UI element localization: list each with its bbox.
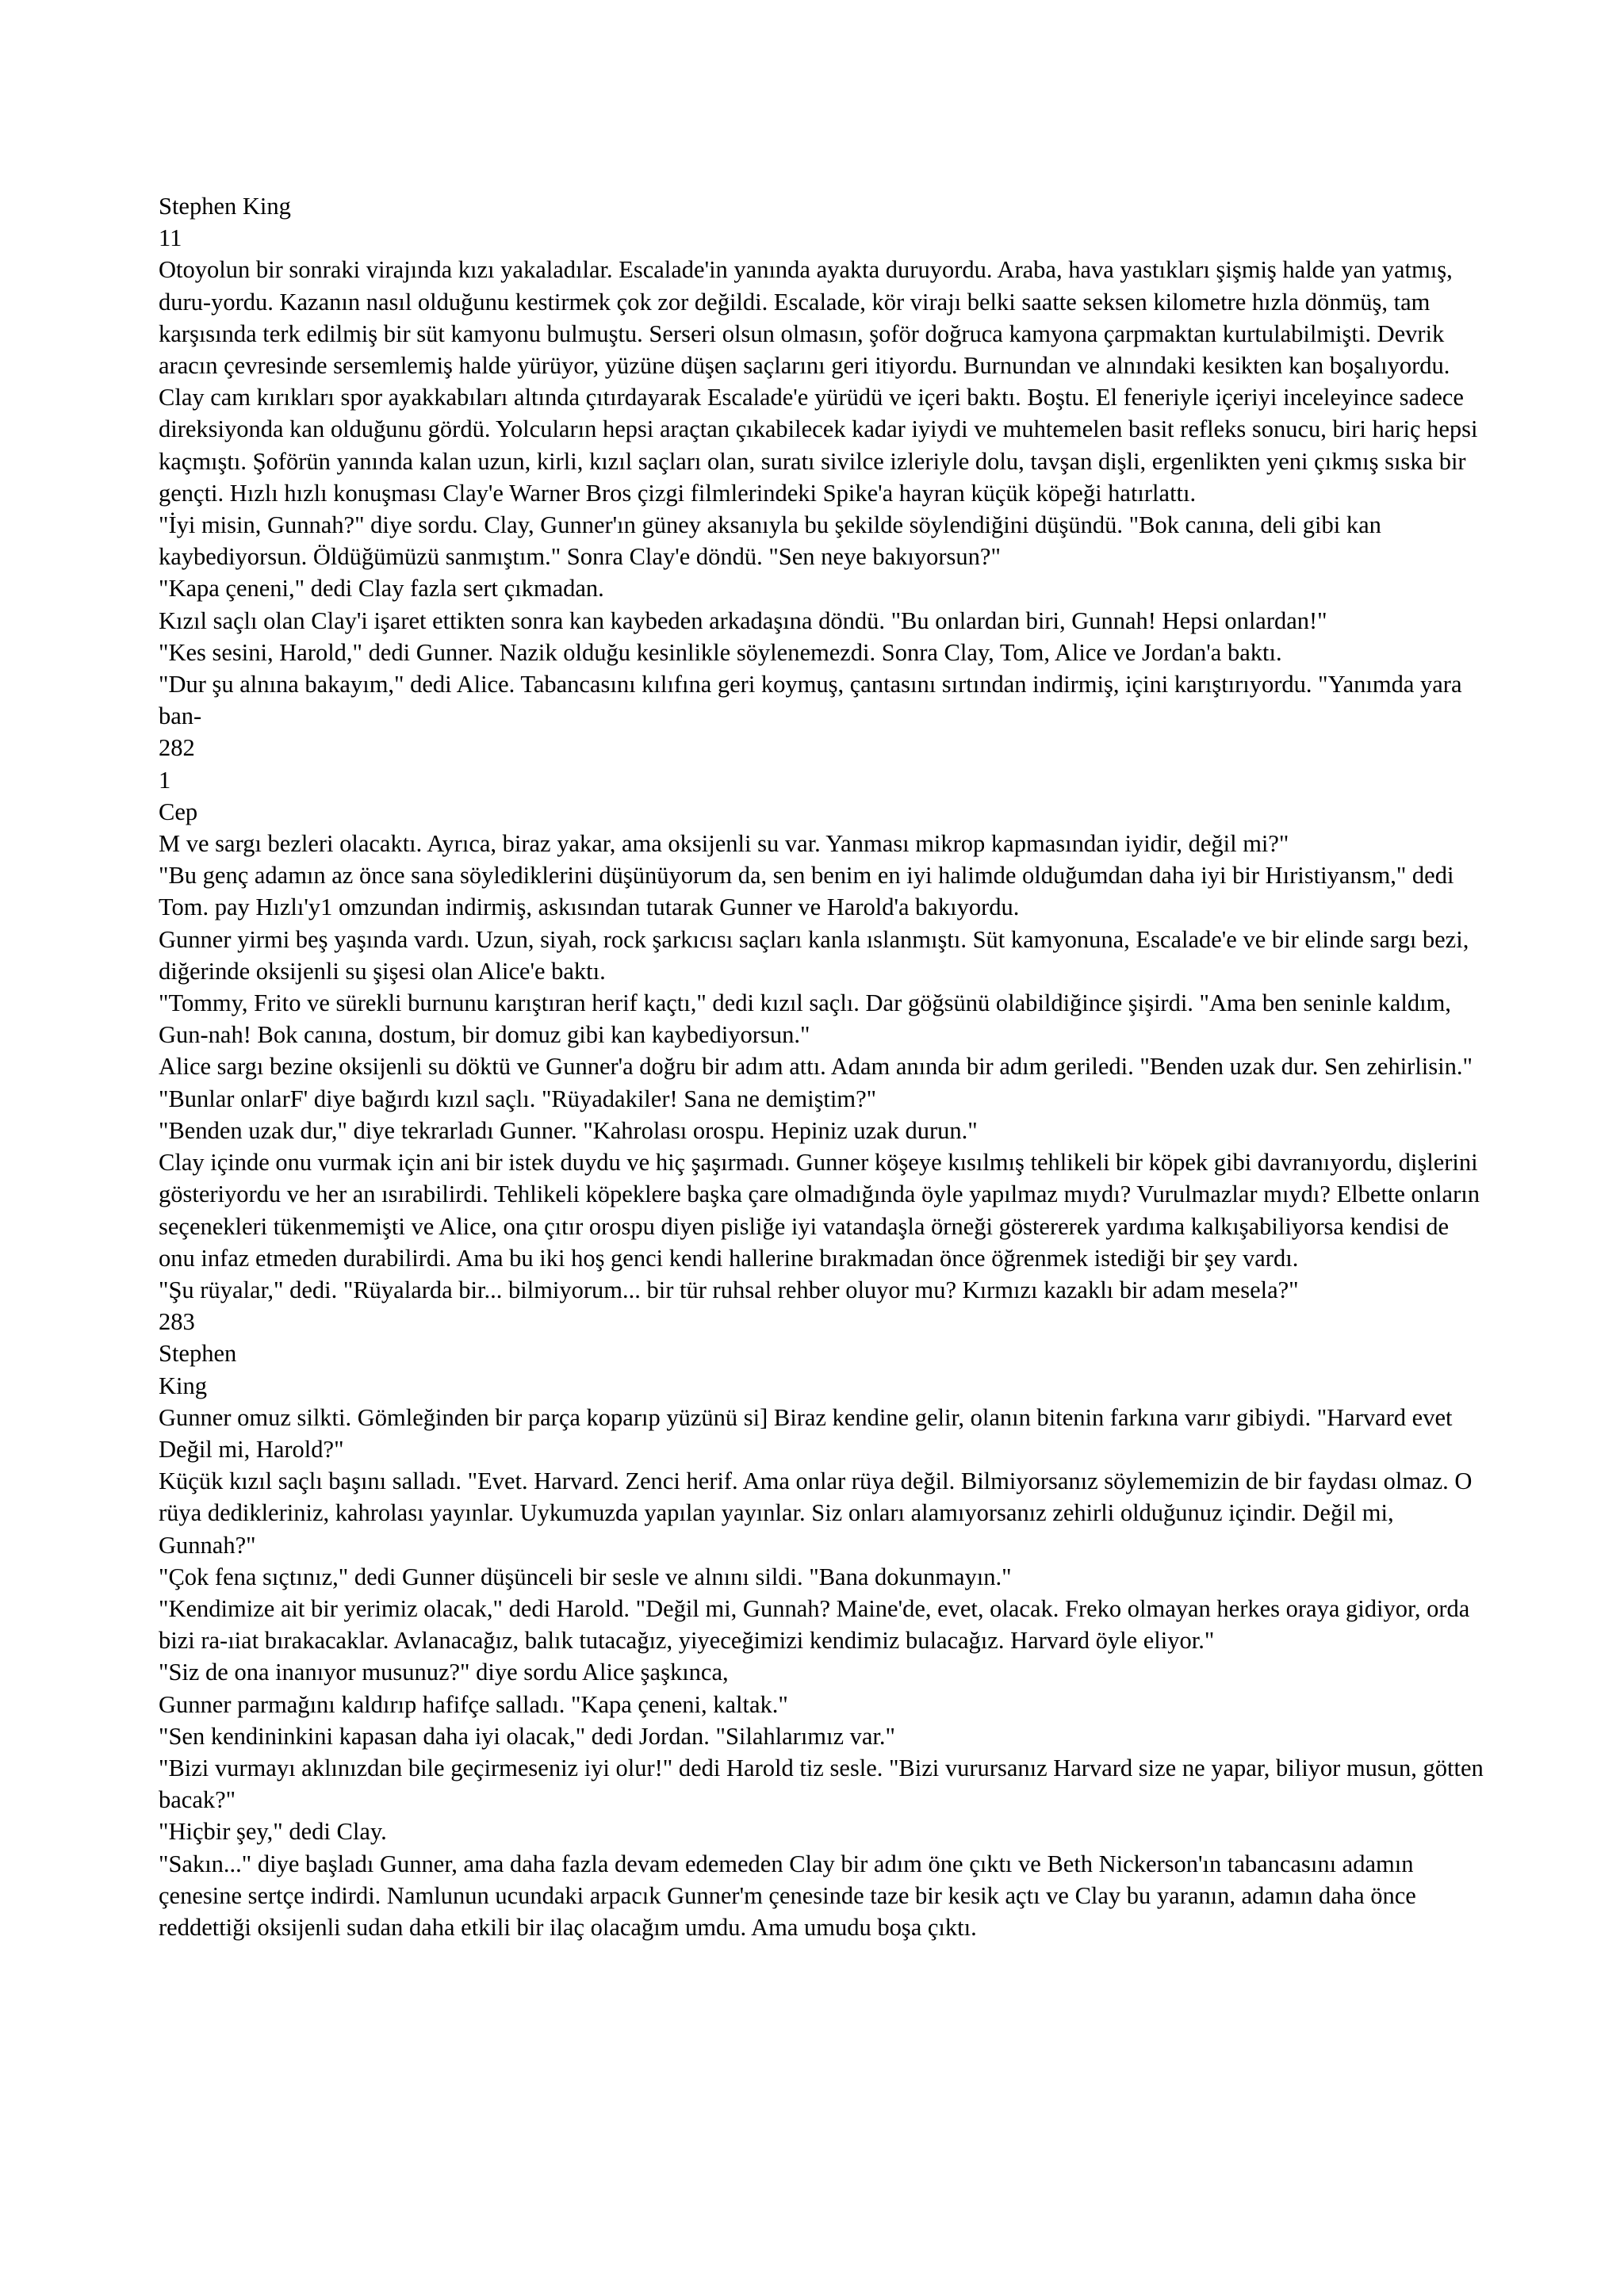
- paragraph: "Tommy, Frito ve sürekli burnunu karıştıran herif kaçtı," dedi kızıl saçlı. Dar göğsünü olabildiğince şişirdi. "Ama ben seninle kaldım, Gun-nah! Bok canına, dostum, bir domuz gibi kan kaybediyorsun.": [159, 989, 1451, 1049]
- paragraph: "Kendimize ait bir yerimiz olacak," dedi Harold. "Değil mi, Gunnah? Maine'de, evet, olacak. Freko olmayan herkes oraya gidiyor, orda bizi ra-ıiat bırakacaklar. Avlanacağız, balık tutacağız, yiyeceğimizi kendimiz bulacağız. Harvard öyle eliyor.": [159, 1594, 1470, 1655]
- paragraph: "Hiçbir şey," dedi Clay.: [159, 1818, 387, 1846]
- paragraph: Alice sargı bezine oksijenli su döktü ve Gunner'a doğru bir adım attı. Adam anında bir adım geriledi. "Benden uzak dur. Sen zehirlisin.": [159, 1053, 1473, 1081]
- paragraph: "Kapa çeneni," dedi Clay fazla sert çıkmadan.: [159, 575, 604, 603]
- page-number: 282: [159, 734, 195, 762]
- paragraph: Küçük kızıl saçlı başını salladı. "Evet. Harvard. Zenci herif. Ama onlar rüya değil. Bilmiyorsanız söylememizin de bir faydası olmaz. O rüya dedikleriniz, kahrolası yayınlar. Uykumuzda yapılan yayınlar. Siz onları alamıyorsanız zehirli olduğunuz içindir. Değil mi, Gunnah?": [159, 1468, 1473, 1559]
- paragraph: Clay içinde onu vurmak için ani bir istek duydu ve hiç şaşırmadı. Gunner köşeye kısılmış tehlikeli bir köpek gibi davranıyordu, dişlerini gösteriyordu ve her an ısırabilirdi. Tehlikeli köpeklere başka çare olmadığında öyle yapılmaz mıydı? Vurulmazlar mıydı? Elbette onların seçenekleri tükenmemişti ve Alice, ona çıtır orospu diyen pisliğe iyi vatandaşla örneği göstererek yardıma kalkışabiliyorsa kendisi de onu infaz etmeden durabilirdi. Ama bu iki hoş genci kendi hallerine bırakmadan önce öğrenmek istediği bir şey vardı.: [159, 1149, 1480, 1272]
- paragraph: Gunner yirmi beş yaşında vardı. Uzun, siyah, rock şarkıcısı saçları kanla ıslanmıştı. Süt kamyonuna, Escalade'e ve bir elinde sargı bezi, diğerinde oksijenli su şişesi olan Alice'e baktı.: [159, 925, 1469, 985]
- paragraph: Otoyolun bir sonraki virajında kızı yakaladılar. Escalade'in yanında ayakta duruyordu. Araba, hava yastıkları şişmiş halde yan yatmış, duru-yordu. Kazanın nasıl olduğunu kestirmek çok zor değildi. Escalade, kör virajı belki saatte seksen kilometre hızla dönmüş, tam karşısında terk edilmiş bir süt kamyonu bulmuştu. Serseri olsun olmasın, şoför doğruca kamyona çarpmaktan kurtulabilmişti. Devrik aracın çevresinde sersemlemiş halde yürüyor, yüzüne düşen saçlarını geri itiyordu. Burnundan ve alnındaki kesikten kan boşalıyordu. Clay cam kırıkları spor ayakkabıları altında çıtırdayarak Escalade'e yürüdü ve içeri baktı. Boştu. El feneriyle içeriyi inceleyince sadece direksiyonda kan olduğunu gördü. Yolcuların hepsi araçtan çıkabilecek kadar iyiydi ve muhtemelen basit refleks sonucu, biri hariç hepsi kaçmıştı. Şoförün yanında kalan uzun, kirli, kızıl saçları olan, suratı sivilce izleriyle dolu, tavşan dişli, ergenlikten yeni çıkmış sıska bir gençti. Hızlı hızlı konuşması Clay'e Warner Bros çizgi filmlerindeki Spike'a hayran küçük köpeği hatırlattı.: [159, 256, 1478, 507]
- chapter-number: 11: [159, 224, 182, 252]
- running-header: King: [159, 1372, 207, 1399]
- paragraph: "Şu rüyalar," dedi. "Rüyalarda bir... bilmiyorum... bir tür ruhsal rehber oluyor mu? Kırmızı kazaklı bir adam mesela?": [159, 1276, 1299, 1303]
- paragraph: "Sakın..." diye başladı Gunner, ama daha fazla devam edemeden Clay bir adım öne çıktı ve Beth Nickerson'ın tabancasını adamın çenesine sertçe indirdi. Namlunun ucundaki arpacık Gunner'm çenesinde taze bir kesik açtı ve Clay bu yaranın, adamın daha önce reddettiği oksijenli sudan daha etkili bir ilaç olacağım umdu. Ama umudu boşa çıktı.: [159, 1850, 1416, 1941]
- page-number: 283: [159, 1308, 195, 1336]
- paragraph: "Siz de ona inanıyor musunuz?" diye sordu Alice şaşkınca,: [159, 1659, 729, 1686]
- document-page: [159, 190, 1491, 1943]
- paragraph: "Kes sesini, Harold," dedi Gunner. Nazik olduğu kesinlikle söylenemezdi. Sonra Clay, Tom, Alice ve Jordan'a baktı.: [159, 638, 1282, 666]
- paragraph: "Sen kendininkini kapasan daha iyi olacak," dedi Jordan. "Silahlarımız var.": [159, 1722, 895, 1750]
- paragraph: Gunner omuz silkti. Gömleğinden bir parça koparıp yüzünü si] Biraz kendine gelir, olanın bitenin farkına varır gibiydi. "Harvard evet Değil mi, Harold?": [159, 1403, 1453, 1463]
- paragraph: M ve sargı bezleri olacaktı. Ayrıca, biraz yakar, ama oksijenli su var. Yanması mikrop kapmasından iyidir, değil mi?": [159, 830, 1289, 858]
- paragraph: "Benden uzak dur," diye tekrarladı Gunner. "Kahrolası orospu. Hepiniz uzak durun.": [159, 1116, 978, 1144]
- running-header: Stephen King: [159, 193, 291, 220]
- paragraph: "Dur şu alnına bakayım," dedi Alice. Tabancasını kılıfına geri koymuş, çantasını sırtından indirmiş, içini karıştırıyordu. "Yanımda yara ban-: [159, 671, 1462, 730]
- paragraph: "Bunlar onlarF' diye bağırdı kızıl saçlı. "Rüyadakiler! Sana ne demiştim?": [159, 1085, 877, 1112]
- page-marker: 1: [159, 766, 171, 794]
- paragraph: Gunner parmağını kaldırıp hafifçe salladı. "Kapa çeneni, kaltak.": [159, 1690, 788, 1718]
- paragraph: "Bizi vurmayı aklınızdan bile geçirmeseniz iyi olur!" dedi Harold tiz sesle. "Bizi vurursanız Harvard size ne yapar, biliyor musun, götten bacak?": [159, 1754, 1484, 1814]
- paragraph: "Bu genç adamın az önce sana söylediklerini düşünüyorum da, sen benim en iyi halimde olduğumdan daha iyi bir Hıristiyansm," dedi Tom. pay Hızlı'y1 omzundan indirmiş, askısından tutarak Gunner ve Harold'a bakıyordu.: [159, 862, 1454, 921]
- paragraph: "Çok fena sıçtınız," dedi Gunner düşünceli bir sesle ve alnını sildi. "Bana dokunmayın.": [159, 1563, 1012, 1590]
- paragraph: "İyi misin, Gunnah?" diye sordu. Clay, Gunner'ın güney aksanıyla bu şekilde söylendiğini düşündü. "Bok canına, deli gibi kan kaybediyorsun. Öldüğümüzü sanmıştım." Sonra Clay'e döndü. "Sen neye bakıyorsun?": [159, 511, 1381, 571]
- running-header: Stephen: [159, 1340, 237, 1368]
- paragraph: Kızıl saçlı olan Clay'i işaret ettikten sonra kan kaybeden arkadaşına döndü. "Bu onlardan biri, Gunnah! Hepsi onlardan!": [159, 607, 1327, 634]
- running-header: Cep: [159, 798, 198, 825]
